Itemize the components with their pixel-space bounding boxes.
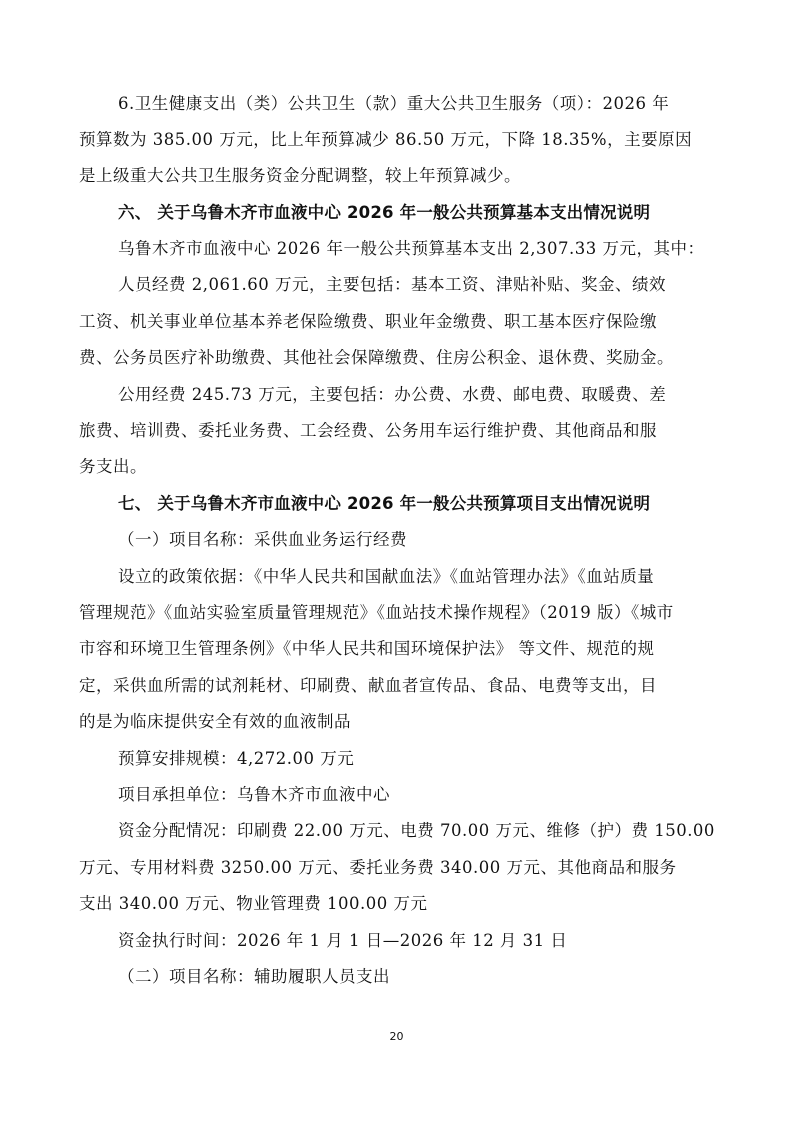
paragraph-line: 是上级重大公共卫生服务资金分配调整，较上年预算减少。 <box>79 166 521 185</box>
paragraph-line: 费、公务员医疗补助缴费、其他社会保障缴费、住房公积金、退休费、奖励金。 <box>79 348 674 367</box>
paragraph-line: 管理规范》《血站实验室质量管理规范》《血站技术操作规程》（2019 版）《城市 <box>79 603 674 622</box>
paragraph-line: 设立的政策依据：《中华人民共和国献血法》《血站管理办法》《血站质量 <box>118 567 655 586</box>
paragraph-line: 6.卫生健康支出（类）公共卫生（款）重大公共卫生服务（项）：2026 年 <box>118 94 670 113</box>
page-number: 20 <box>389 1030 404 1043</box>
execution-time: 资金执行时间：2026 年 1 月 1 日—2026 年 12 月 31 日 <box>118 931 568 950</box>
responsible-unit: 项目承担单位：乌鲁木齐市血液中心 <box>118 785 390 804</box>
paragraph-line: 的是为临床提供安全有效的血液制品 <box>79 712 351 731</box>
paragraph-line: 务支出。 <box>79 457 147 476</box>
paragraph-line: 乌鲁木齐市血液中心 2026 年一般公共预算基本支出 2,307.33 万元，其中： <box>118 239 705 258</box>
paragraph-line: 万元、专用材料费 3250.00 万元、委托业务费 340.00 万元、其他商品和服务 <box>79 858 677 877</box>
paragraph-line: 公用经费 245.73 万元，主要包括：办公费、水费、邮电费、取暖费、差 <box>118 385 667 404</box>
item-title: （二）项目名称：辅助履职人员支出 <box>118 967 390 986</box>
section-heading-6: 六、 关于乌鲁木齐市血液中心 2026 年一般公共预算基本支出情况说明 <box>118 203 651 222</box>
budget-scale: 预算安排规模：4,272.00 万元 <box>118 749 355 768</box>
paragraph-line: 支出 340.00 万元、物业管理费 100.00 万元 <box>79 894 428 913</box>
paragraph-line: 旅费、培训费、委托业务费、工会经费、公务用车运行维护费、其他商品和服 <box>79 421 657 440</box>
item-title: （一）项目名称：采供血业务运行经费 <box>118 530 407 549</box>
paragraph-line: 资金分配情况：印刷费 22.00 万元、电费 70.00 万元、维修（护）费 150.00 <box>118 821 715 840</box>
paragraph-line: 工资、机关事业单位基本养老保险缴费、职业年金缴费、职工基本医疗保险缴 <box>79 312 657 331</box>
section-heading-7: 七、 关于乌鲁木齐市血液中心 2026 年一般公共预算项目支出情况说明 <box>118 494 651 513</box>
paragraph-line: 定，采供血所需的试剂耗材、印刷费、献血者宣传品、食品、电费等支出，目 <box>79 676 657 695</box>
paragraph-line: 预算数为 385.00 万元，比上年预算减少 86.50 万元，下降 18.35%，主要原因 <box>79 130 693 149</box>
paragraph-line: 市容和环境卫生管理条例》《中华人民共和国环境保护法》 等文件、规范的规 <box>79 639 655 658</box>
paragraph-line: 人员经费 2,061.60 万元，主要包括：基本工资、津贴补贴、奖金、绩效 <box>118 275 666 294</box>
